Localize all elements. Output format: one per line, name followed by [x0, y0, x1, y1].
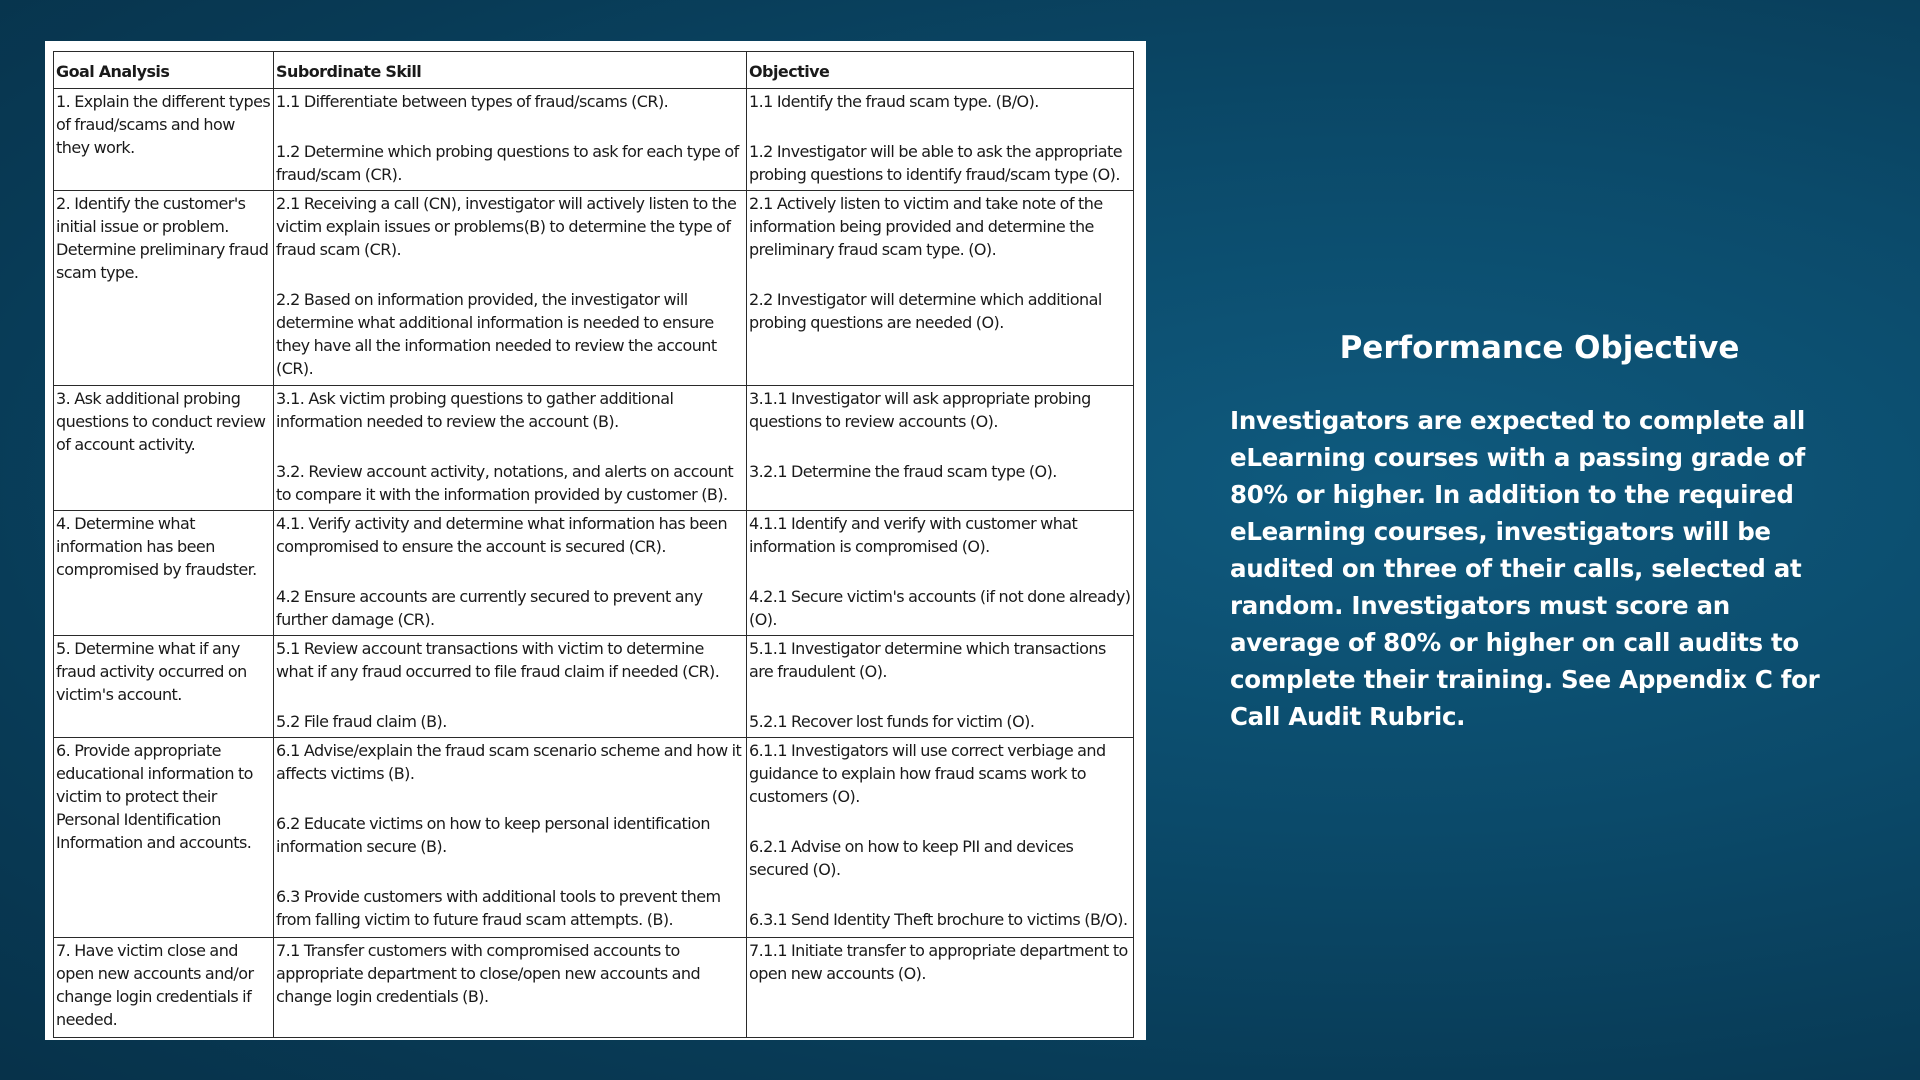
table-header-row [54, 52, 1134, 89]
skill-entry: 5.2 File fraud claim (B). [276, 712, 447, 731]
objective-cell [747, 738, 1134, 938]
objective-cell [747, 938, 1134, 1038]
objective-entry: 3.2.1 Determine the fraud scam type (O). [749, 462, 1057, 481]
objective-entry: 4.1.1 Identify and verify with customer what information is compromised (O). [749, 514, 1078, 556]
objective-entry: 2.1 Actively listen to victim and take note of the information being provided and determine the preliminary fraud scam type. (O). [749, 194, 1103, 259]
skill-entry: 5.1 Review account transactions with victim to determine what if any fraud occurred to file fraud claim if needed (CR). [276, 639, 720, 681]
objective-entry: 2.2 Investigator will determine which additional probing questions are needed (O). [749, 290, 1102, 332]
skill-cell [274, 738, 747, 938]
skill-entry: 3.2. Review account activity, notations, and alerts on account to compare it with the information provided by customer (B). [276, 462, 734, 504]
goal-analysis-table-card [45, 41, 1146, 1040]
skill-entry: 4.1. Verify activity and determine what information has been compromised to ensure the account is secured (CR). [276, 514, 728, 556]
skill-entry: 6.2 Educate victims on how to keep personal identification information secure (B). [276, 814, 710, 856]
objective-entry: 1.2 Investigator will be able to ask the appropriate probing questions to identify fraud/scam type (O). [749, 142, 1122, 184]
objective-cell [747, 636, 1134, 738]
goal-cell: 5. Determine what if any fraud activity occurred on victim's account. [54, 636, 274, 738]
objective-entry: 6.2.1 Advise on how to keep PII and devices secured (O). [749, 837, 1074, 879]
skill-entry: 2.2 Based on information provided, the investigator will determine what additional information is needed to ensure they have all the information needed to review the account (CR). [276, 290, 717, 378]
panel-title: Performance Objective [1339, 330, 1740, 366]
goal-cell: 2. Identify the customer's initial issue or problem. Determine preliminary fraud scam type. [54, 191, 274, 386]
skill-entry: 6.3 Provide customers with additional tools to prevent them from falling victim to future fraud scam attempts. (B). [276, 887, 721, 929]
panel-body: Investigators are expected to complete all eLearning courses with a passing grade of 80% or higher. In addition to the required eLearning courses, investigators will be audited on three of their calls, selected at random. Investigators must score an average of 80% or higher on call audits to complete their training. See Appendix C for Call Audit Rubric. [1230, 406, 1820, 731]
table-row [54, 738, 1134, 938]
skill-entry: 1.1 Differentiate between types of fraud/scams (CR). [276, 92, 669, 111]
objective-entry: 5.1.1 Investigator determine which transactions are fraudulent (O). [749, 639, 1106, 681]
objective-cell [747, 191, 1134, 386]
skill-cell [274, 89, 747, 191]
objective-entry: 6.3.1 Send Identity Theft brochure to victims (B/O). [749, 910, 1128, 929]
skill-cell [274, 386, 747, 511]
header-objective: Objective [747, 52, 1134, 89]
skill-cell [274, 191, 747, 386]
skill-entry: 7.1 Transfer customers with compromised accounts to appropriate department to close/open new accounts and change login credentials (B). [276, 941, 701, 1006]
table-row [54, 511, 1134, 636]
objective-entry: 4.2.1 Secure victim's accounts (if not done already) (O). [749, 587, 1131, 629]
table-row [54, 386, 1134, 511]
skill-entry: 2.1 Receiving a call (CN), investigator will actively listen to the victim explain issues or problems(B) to determine the type of fraud scam (CR). [276, 194, 737, 259]
goal-cell: 6. Provide appropriate educational information to victim to protect their Personal Identification Information and accounts. [54, 738, 274, 938]
skill-entry: 3.1. Ask victim probing questions to gather additional information needed to review the account (B). [276, 389, 674, 431]
objective-entry: 1.1 Identify the fraud scam type. (B/O). [749, 92, 1039, 111]
header-subordinate-skill: Subordinate Skill [274, 52, 747, 89]
objective-entry: 7.1.1 Initiate transfer to appropriate department to open new accounts (O). [749, 941, 1128, 983]
objective-cell [747, 386, 1134, 511]
header-goal-analysis: Goal Analysis [54, 52, 274, 89]
goal-analysis-table [53, 51, 1134, 1038]
performance-objective-panel [1230, 330, 1835, 735]
objective-cell [747, 511, 1134, 636]
skill-entry: 6.1 Advise/explain the fraud scam scenario scheme and how it affects victims (B). [276, 741, 742, 783]
table-row [54, 191, 1134, 386]
goal-cell: 1. Explain the different types of fraud/scams and how they work. [54, 89, 274, 191]
skill-entry: 1.2 Determine which probing questions to ask for each type of fraud/scam (CR). [276, 142, 739, 184]
objective-entry: 6.1.1 Investigators will use correct verbiage and guidance to explain how fraud scams work to customers (O). [749, 741, 1106, 806]
goal-cell: 4. Determine what information has been compromised by fraudster. [54, 511, 274, 636]
table-row [54, 89, 1134, 191]
skill-cell [274, 636, 747, 738]
table-row [54, 636, 1134, 738]
objective-entry: 5.2.1 Recover lost funds for victim (O). [749, 712, 1035, 731]
objective-entry: 3.1.1 Investigator will ask appropriate probing questions to review accounts (O). [749, 389, 1091, 431]
table-row [54, 938, 1134, 1038]
skill-entry: 4.2 Ensure accounts are currently secured to prevent any further damage (CR). [276, 587, 703, 629]
skill-cell [274, 511, 747, 636]
goal-cell: 3. Ask additional probing questions to conduct review of account activity. [54, 386, 274, 511]
objective-cell [747, 89, 1134, 191]
goal-cell: 7. Have victim close and open new accounts and/or change login credentials if needed. [54, 938, 274, 1038]
skill-cell [274, 938, 747, 1038]
